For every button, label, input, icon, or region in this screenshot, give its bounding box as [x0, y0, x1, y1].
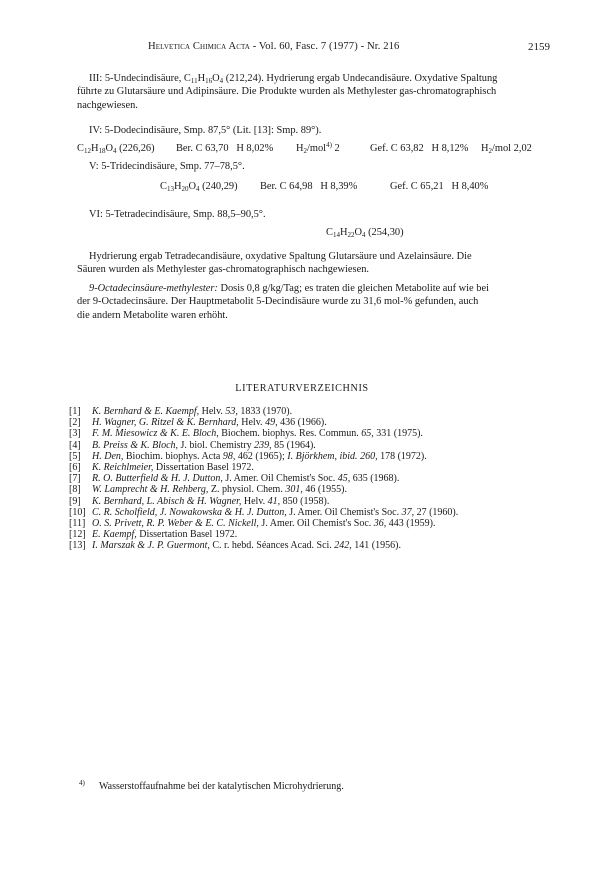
- text-run: C: [326, 227, 333, 238]
- subscript: 2: [303, 147, 308, 155]
- reference-item: [69, 428, 549, 439]
- reference-volume: 301,: [285, 484, 303, 496]
- subscript: 20: [181, 185, 189, 193]
- reference-text: [92, 440, 316, 451]
- text-run: /mol: [307, 143, 327, 154]
- reference-source: Z. physiol. Chem.: [208, 484, 286, 496]
- reference-volume: 37,: [401, 506, 415, 518]
- reference-source: Biochem. biophys. Res. Commun.: [218, 428, 362, 440]
- compound-iv-line: IV: 5-Dodecindisäure, Smp. 87,5° (Lit. [13]: Smp. 89°).: [89, 125, 322, 136]
- molecular-weight: (254,30): [365, 227, 404, 238]
- reference-text: [92, 428, 423, 439]
- text-run: III: 5-Undecindisäure, C: [89, 73, 191, 84]
- reference-item: [69, 406, 549, 417]
- reference-number: [4]: [69, 439, 81, 451]
- text-run: Dosis 0,8 g/kg/Tag; es traten die gleichen Metabolite auf wie bei: [217, 283, 489, 294]
- reference-number: [12]: [69, 529, 86, 541]
- reference-authors: C. R. Scholfield, J. Nowakowska & H. J. Dutton,: [92, 506, 287, 518]
- reference-volume: 98,: [222, 450, 236, 462]
- text-run: O: [188, 181, 196, 192]
- text-run: C: [160, 181, 167, 192]
- text-line: führte zu Glutarsäure und Adipinsäure. Die Produkte wurden als Methylester gas-chromatographisch: [77, 86, 497, 98]
- reference-source: Helv.: [199, 406, 226, 417]
- reference-pages: 27 (1960).: [414, 506, 459, 518]
- reference-volume: 260,: [360, 450, 378, 462]
- compound-iv-h2-calculated: [296, 143, 340, 154]
- reference-source: Dissertation Basel 1972.: [136, 529, 238, 541]
- reference-item: [69, 462, 549, 473]
- reference-source: J. Amer. Oil Chemist's Soc.: [258, 517, 374, 529]
- reference-text: [92, 529, 237, 540]
- reference-text: [92, 417, 327, 428]
- reference-number: [1]: [69, 406, 81, 417]
- reference-authors: R. O. Butterfield & H. J. Dutton,: [92, 473, 223, 485]
- text-line: nachgewiesen.: [77, 99, 138, 111]
- reference-number: [6]: [69, 461, 81, 473]
- reference-number: [2]: [69, 417, 81, 429]
- reference-volume: 41,: [267, 495, 281, 507]
- reference-authors: I. Björkhem, ibid.: [287, 450, 358, 462]
- compound-vi-line: VI: 5-Tetradecindisäure, Smp. 88,5–90,5°.: [89, 209, 266, 220]
- reference-text: [92, 451, 427, 462]
- reference-authors: I. Marszak & J. P. Guermont,: [92, 540, 210, 552]
- reference-source: J. Amer. Oil Chemist's Soc.: [286, 506, 402, 518]
- text-run: (212,24). Hydrierung ergab Undecandisäure. Oxydative Spaltung: [223, 73, 498, 84]
- reference-pages: 443 (1959).: [386, 517, 436, 529]
- compound-iv-calculated: Ber. C 63,70 H 8,02%: [176, 143, 274, 154]
- reference-pages: 850 (1958).: [280, 495, 330, 507]
- text-run: O: [212, 73, 220, 84]
- text-run: C: [77, 143, 84, 154]
- reference-number: [7]: [69, 473, 81, 485]
- subscript: 18: [98, 147, 106, 155]
- reference-authors: B. Preiss & K. Bloch,: [92, 439, 179, 451]
- subscript: 4: [219, 77, 224, 85]
- subscript: 4: [112, 147, 117, 155]
- reference-pages: 635 (1968).: [350, 473, 400, 485]
- paragraph-compound-iii: [77, 72, 537, 112]
- running-header: [148, 41, 399, 52]
- text-run: H: [481, 143, 489, 154]
- footnote-marker-text: 4): [79, 779, 85, 787]
- text-run: O: [105, 143, 113, 154]
- reference-pages: 462 (1965);: [235, 450, 288, 462]
- reference-number: [13]: [69, 540, 86, 552]
- text-run: /mol 2,02: [492, 143, 532, 154]
- text-line: Säuren wurden als Methylester gas-chromatographisch nachgewiesen.: [77, 264, 369, 276]
- reference-number: [9]: [69, 495, 81, 507]
- reference-item: [69, 496, 549, 507]
- reference-item: [69, 484, 549, 495]
- compound-v-calculated: Ber. C 64,98 H 8,39%: [260, 181, 358, 192]
- journal-name: Helvetica Chimica Acta: [148, 41, 250, 52]
- reference-text: [92, 518, 435, 529]
- reference-pages: 436 (1966).: [277, 417, 327, 429]
- footnote: [79, 781, 344, 792]
- text-run: H: [296, 143, 304, 154]
- reference-text: [92, 507, 458, 518]
- compound-v-found: Gef. C 65,21 H 8,40%: [390, 181, 489, 192]
- reference-authors: H. Wagner, G. Ritzel & K. Bernhard,: [92, 417, 239, 429]
- reference-pages: 178 (1972).: [377, 450, 427, 462]
- subscript: 12: [83, 147, 91, 155]
- reference-list: [69, 406, 549, 551]
- reference-volume: 242,: [334, 540, 352, 552]
- reference-text: [92, 406, 292, 417]
- compound-iv-h2-found: [481, 143, 532, 154]
- reference-authors: O. S. Privett, R. P. Weber & E. C. Nickell,: [92, 517, 259, 529]
- reference-source: Helv.: [241, 495, 268, 507]
- subscript: 16: [205, 77, 213, 85]
- text-run: 2: [331, 143, 340, 154]
- literature-heading: LITERATURVERZEICHNIS: [235, 383, 369, 394]
- reference-pages: 1833 (1970).: [237, 406, 293, 417]
- reference-item: [69, 529, 549, 540]
- molecular-weight: (226,26): [116, 143, 155, 154]
- reference-item: [69, 451, 549, 462]
- reference-authors: F. M. Miesowicz & K. E. Bloch,: [92, 428, 219, 440]
- reference-number: [10]: [69, 506, 86, 518]
- reference-item: [69, 440, 549, 451]
- reference-pages: 46 (1955).: [302, 484, 348, 496]
- reference-text: [92, 462, 254, 473]
- reference-authors: K. Bernhard & E. Kaempf,: [92, 406, 200, 417]
- reference-source: Helv.: [238, 417, 266, 429]
- reference-volume: 53,: [225, 406, 238, 417]
- reference-volume: 239,: [254, 439, 272, 451]
- paragraph-hydrierung: [77, 250, 537, 277]
- text-run: H: [90, 143, 99, 154]
- reference-number: [3]: [69, 428, 81, 440]
- text-run: H: [339, 227, 348, 238]
- reference-pages: 331 (1975).: [373, 428, 423, 440]
- reference-number: [5]: [69, 450, 81, 462]
- reference-number: [8]: [69, 484, 81, 496]
- reference-source: J. Amer. Oil Chemist's Soc.: [222, 473, 338, 485]
- reference-source: Dissertation Basel 1972.: [153, 461, 254, 473]
- subscript: 11: [190, 77, 198, 85]
- reference-pages: 85 (1964).: [271, 439, 316, 451]
- reference-volume: 65,: [361, 428, 374, 440]
- reference-source: J. biol. Chemistry: [178, 439, 255, 451]
- page-number: 2159: [528, 41, 550, 53]
- reference-item: [69, 540, 549, 551]
- text-line: die andern Metabolite waren erhöht.: [77, 309, 228, 321]
- reference-source: Biochim. biophys. Acta: [123, 450, 223, 462]
- reference-authors: K. Reichlmeier,: [92, 461, 154, 473]
- subscript: 14: [332, 231, 340, 239]
- compound-iv-found: Gef. C 63,82 H 8,12%: [370, 143, 469, 154]
- molecular-weight: (240,29): [199, 181, 238, 192]
- paragraph-octadecin: [77, 282, 537, 322]
- footnote-marker: [79, 781, 99, 792]
- reference-item: [69, 518, 549, 529]
- italic-label: 9-Octadecinsäure-methylester:: [89, 283, 218, 294]
- reference-authors: E. Kaempf,: [92, 529, 137, 541]
- reference-authors: K. Bernhard, L. Abisch & H. Wagner,: [92, 495, 242, 507]
- reference-text: [92, 496, 329, 507]
- text-run: O: [354, 227, 362, 238]
- subscript: 2: [488, 147, 493, 155]
- reference-source: C. r. hebd. Séances Acad. Sci.: [209, 540, 335, 552]
- compound-v-formula: [160, 181, 238, 192]
- footnote-text: Wasserstoffaufnahme bei der katalytischen Microhydrierung.: [99, 781, 344, 792]
- reference-item: [69, 473, 549, 484]
- text-line: der 9-Octadecinsäure. Der Hauptmetabolit 5-Decindisäure wurde zu 31,6 mol-% gefunden, auch: [77, 296, 479, 308]
- footnote-ref: 4): [326, 141, 332, 149]
- reference-text: [92, 473, 399, 484]
- subscript: 13: [166, 185, 174, 193]
- reference-pages: 141 (1956).: [351, 540, 401, 552]
- reference-volume: 49,: [265, 417, 278, 429]
- compound-iv-formula: [77, 143, 155, 154]
- text-run: H: [197, 73, 206, 84]
- issue-details: - Vol. 60, Fasc. 7 (1977) - Nr. 216: [252, 41, 400, 52]
- subscript: 4: [361, 231, 366, 239]
- text-line: Hydrierung ergab Tetradecandisäure, oxydative Spaltung Glutarsäure und Azelainsäure. Die: [89, 251, 472, 262]
- reference-number: [11]: [69, 517, 86, 529]
- reference-volume: 36,: [373, 517, 387, 529]
- reference-item: [69, 507, 549, 518]
- text-run: H: [173, 181, 182, 192]
- reference-authors: W. Lamprecht & H. Rehberg,: [92, 484, 209, 496]
- reference-volume: 45,: [337, 473, 351, 485]
- compound-v-line: V: 5-Tridecindisäure, Smp. 77–78,5°.: [89, 161, 245, 172]
- reference-text: [92, 540, 401, 551]
- reference-text: [92, 484, 347, 495]
- reference-item: [69, 417, 549, 428]
- reference-authors: H. Den,: [92, 450, 124, 462]
- compound-vi-formula: [326, 227, 404, 238]
- subscript: 4: [195, 185, 200, 193]
- subscript: 22: [347, 231, 355, 239]
